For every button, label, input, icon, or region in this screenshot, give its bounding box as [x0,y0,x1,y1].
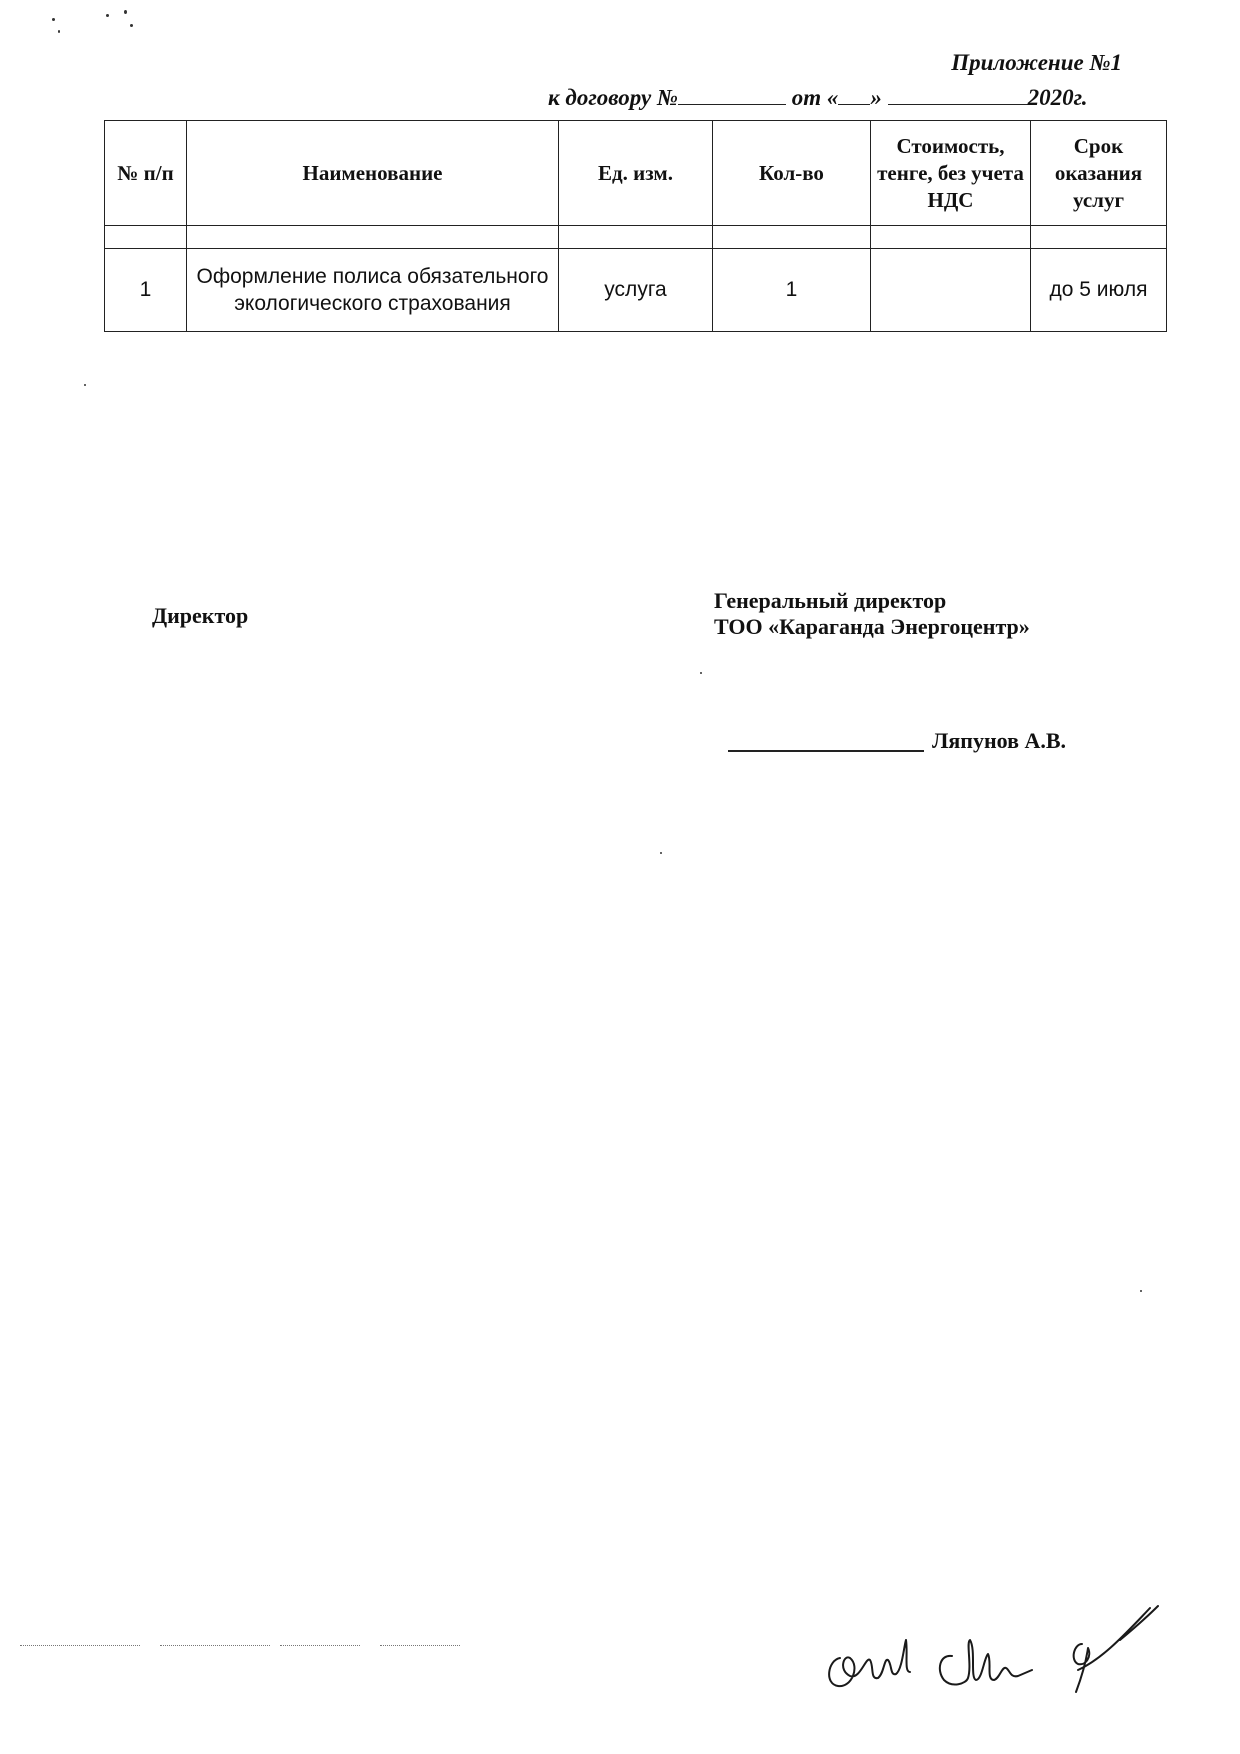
spacer-cell [713,226,871,249]
row-term-cell: до 5 июля [1031,249,1167,332]
contract-year: 2020г. [1027,85,1088,110]
scan-artifact-line [280,1645,360,1646]
contract-quote-close: » [870,85,882,110]
contract-prefix: к договору № [548,85,678,110]
column-header-cost: Стоимость, тенге, без учета НДС [871,121,1031,226]
handwritten-initials-icon [820,1600,1180,1720]
spacer-cell [105,226,187,249]
row-number-cell: 1 [105,249,187,332]
row-cost-cell [871,249,1031,332]
column-header-term: Срок оказания услуг [1031,121,1167,226]
scan-speck [106,14,109,17]
scan-speck [124,10,127,14]
scan-speck [660,852,662,854]
services-table [104,120,1167,332]
row-name-cell: Оформление полиса обязательного экологического страхования [187,249,559,332]
scan-artifact-line [160,1645,270,1646]
scan-speck [1140,1290,1142,1292]
spacer-cell [187,226,559,249]
signature-line [728,750,924,752]
table-header-row [105,121,1167,226]
column-header-quantity: Кол-во [713,121,871,226]
contract-month-blank [888,84,1028,105]
spacer-cell [559,226,713,249]
contract-number-blank [678,84,786,105]
row-quantity-cell: 1 [713,249,871,332]
spacer-cell [1031,226,1167,249]
right-signatory-name: Ляпунов А.В. [932,728,1067,753]
left-signatory-title: Директор [152,603,249,628]
scan-artifact-line [380,1645,460,1646]
scan-speck [58,30,60,33]
column-header-unit: Ед. изм. [559,121,713,226]
scan-speck [130,24,133,27]
row-unit-cell: услуга [559,249,713,332]
spacer-cell [871,226,1031,249]
table-row [105,249,1167,332]
appendix-title: Приложение №1 [951,50,1122,75]
table-spacer-row [105,226,1167,249]
column-header-number: № п/п [105,121,187,226]
column-header-name: Наименование [187,121,559,226]
scan-speck [52,18,55,21]
contract-from-label: от « [791,85,839,110]
scan-speck [84,384,86,386]
scan-artifact-line [20,1645,140,1646]
contract-reference [548,84,1088,111]
right-signatory-title: Генеральный директор [714,588,947,613]
contract-day-blank [838,84,870,105]
scan-speck [700,672,702,674]
right-signatory-company: ТОО «Караганда Энергоцентр» [714,614,1030,639]
